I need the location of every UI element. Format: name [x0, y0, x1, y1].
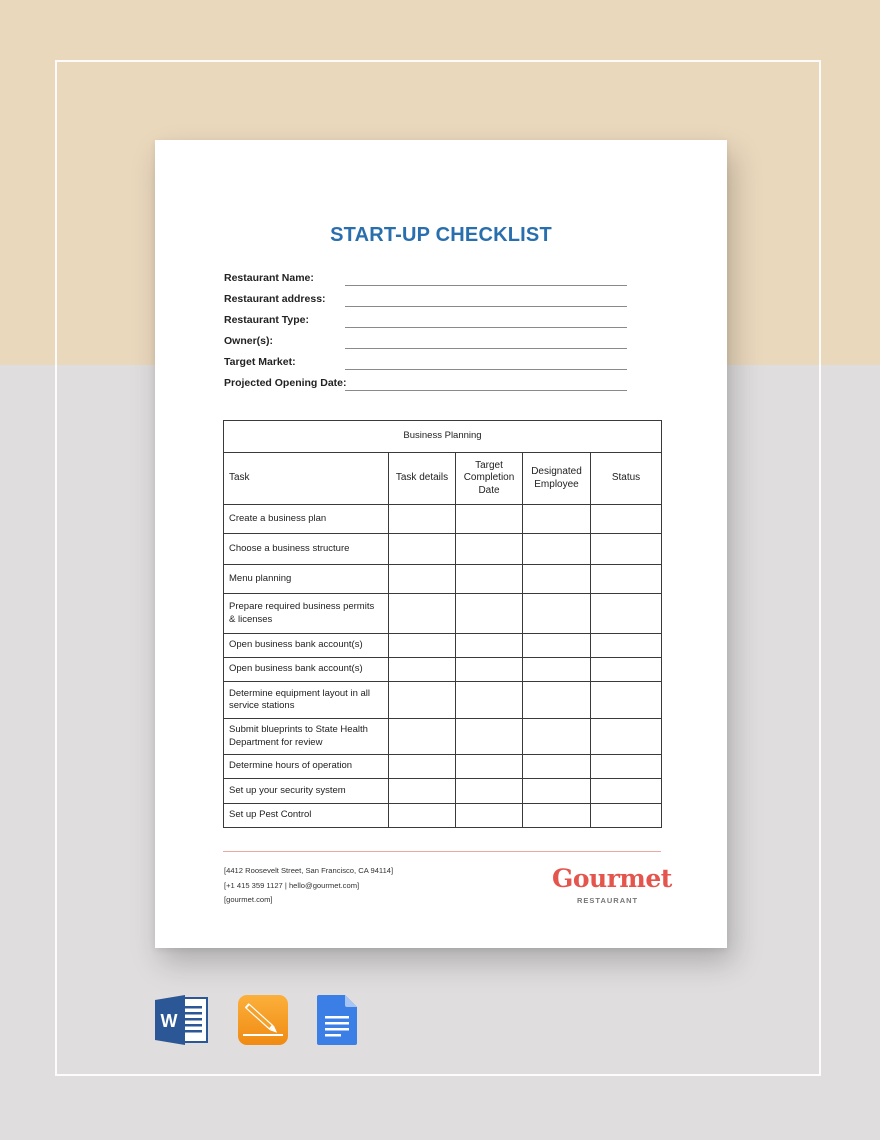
employee-cell[interactable] [523, 534, 591, 565]
field-restaurant-name [224, 271, 724, 292]
gourmet-logo: Gourmet [552, 864, 672, 893]
table-row [224, 779, 662, 804]
header-task: Task [224, 453, 389, 505]
word-icon[interactable] [155, 994, 207, 1046]
footer-address: [4412 Roosevelt Street, San Francisco, CA 94114] [224, 866, 394, 875]
table-row [224, 755, 662, 779]
status-cell[interactable] [591, 505, 662, 534]
date-cell[interactable] [456, 779, 523, 804]
task-cell: Choose a business structure [224, 534, 389, 565]
details-cell[interactable] [389, 634, 456, 658]
status-cell[interactable] [591, 534, 662, 565]
employee-cell[interactable] [523, 594, 591, 634]
field-restaurant-address [224, 292, 724, 313]
date-cell[interactable] [456, 658, 523, 682]
task-cell: Menu planning [224, 565, 389, 594]
task-cell: Prepare required business permits & licenses [224, 594, 389, 634]
table-row [224, 565, 662, 594]
field-label: Restaurant Name: [224, 272, 314, 284]
status-cell[interactable] [591, 682, 662, 719]
task-cell: Set up your security system [224, 779, 389, 804]
status-cell[interactable] [591, 779, 662, 804]
employee-cell[interactable] [523, 565, 591, 594]
task-cell: Submit blueprints to State Health Department for review [224, 719, 389, 755]
footer-divider [223, 851, 661, 852]
pages-icon[interactable] [237, 994, 289, 1046]
details-cell[interactable] [389, 779, 456, 804]
task-cell: Open business bank account(s) [224, 634, 389, 658]
field-fill-line [345, 348, 627, 349]
employee-cell[interactable] [523, 755, 591, 779]
employee-cell[interactable] [523, 804, 591, 828]
details-cell[interactable] [389, 594, 456, 634]
header-designated-employee: Designated Employee [523, 453, 591, 505]
employee-cell[interactable] [523, 505, 591, 534]
employee-cell[interactable] [523, 719, 591, 755]
date-cell[interactable] [456, 505, 523, 534]
details-cell[interactable] [389, 534, 456, 565]
field-fill-line [345, 285, 627, 286]
header-task-details: Task details [389, 453, 456, 505]
status-cell[interactable] [591, 755, 662, 779]
date-cell[interactable] [456, 534, 523, 565]
status-cell[interactable] [591, 719, 662, 755]
table-row [224, 682, 662, 719]
table-row [224, 594, 662, 634]
task-cell: Determine equipment layout in all service stations [224, 682, 389, 719]
field-label: Target Market: [224, 356, 296, 368]
details-cell[interactable] [389, 804, 456, 828]
task-cell: Create a business plan [224, 505, 389, 534]
status-cell[interactable] [591, 658, 662, 682]
date-cell[interactable] [456, 634, 523, 658]
task-cell: Set up Pest Control [224, 804, 389, 828]
employee-cell[interactable] [523, 682, 591, 719]
status-cell[interactable] [591, 565, 662, 594]
date-cell[interactable] [456, 755, 523, 779]
date-cell[interactable] [456, 594, 523, 634]
details-cell[interactable] [389, 565, 456, 594]
table-row [224, 804, 662, 828]
field-fill-line [345, 327, 627, 328]
table-row [224, 534, 662, 565]
field-restaurant-type [224, 313, 724, 334]
header-status: Status [591, 453, 662, 505]
date-cell[interactable] [456, 804, 523, 828]
business-planning-table [223, 420, 662, 828]
field-projected-opening-date [224, 376, 724, 397]
details-cell[interactable] [389, 505, 456, 534]
date-cell[interactable] [456, 719, 523, 755]
table-caption: Business Planning [224, 421, 662, 453]
header-target-completion-date: Target Completion Date [456, 453, 523, 505]
svg-text:W: W [160, 1011, 178, 1031]
employee-cell[interactable] [523, 658, 591, 682]
employee-cell[interactable] [523, 779, 591, 804]
table-header-row [224, 453, 662, 505]
details-cell[interactable] [389, 658, 456, 682]
status-cell[interactable] [591, 634, 662, 658]
details-cell[interactable] [389, 682, 456, 719]
field-label: Projected Opening Date: [224, 377, 347, 389]
table-row [224, 505, 662, 534]
employee-cell[interactable] [523, 634, 591, 658]
details-cell[interactable] [389, 755, 456, 779]
task-cell: Open business bank account(s) [224, 658, 389, 682]
logo-subtitle: RESTAURANT [577, 896, 639, 905]
field-target-market [224, 355, 724, 376]
field-label: Restaurant address: [224, 293, 326, 305]
field-label: Owner(s): [224, 335, 274, 347]
field-fill-line [345, 390, 627, 391]
document-title: START-UP CHECKLIST [330, 224, 552, 246]
table-row [224, 634, 662, 658]
status-cell[interactable] [591, 594, 662, 634]
date-cell[interactable] [456, 565, 523, 594]
table-row [224, 719, 662, 755]
field-owners [224, 334, 724, 355]
status-cell[interactable] [591, 804, 662, 828]
field-fill-line [345, 369, 627, 370]
footer-contact: [+1 415 359 1127 | hello@gourmet.com] [224, 881, 360, 890]
field-label: Restaurant Type: [224, 314, 309, 326]
table-row [224, 658, 662, 682]
field-fill-line [345, 306, 627, 307]
footer-website: [gourmet.com] [224, 895, 273, 904]
task-cell: Determine hours of operation [224, 755, 389, 779]
google-docs-icon[interactable] [315, 994, 367, 1046]
date-cell[interactable] [456, 682, 523, 719]
details-cell[interactable] [389, 719, 456, 755]
document-page [155, 140, 727, 948]
